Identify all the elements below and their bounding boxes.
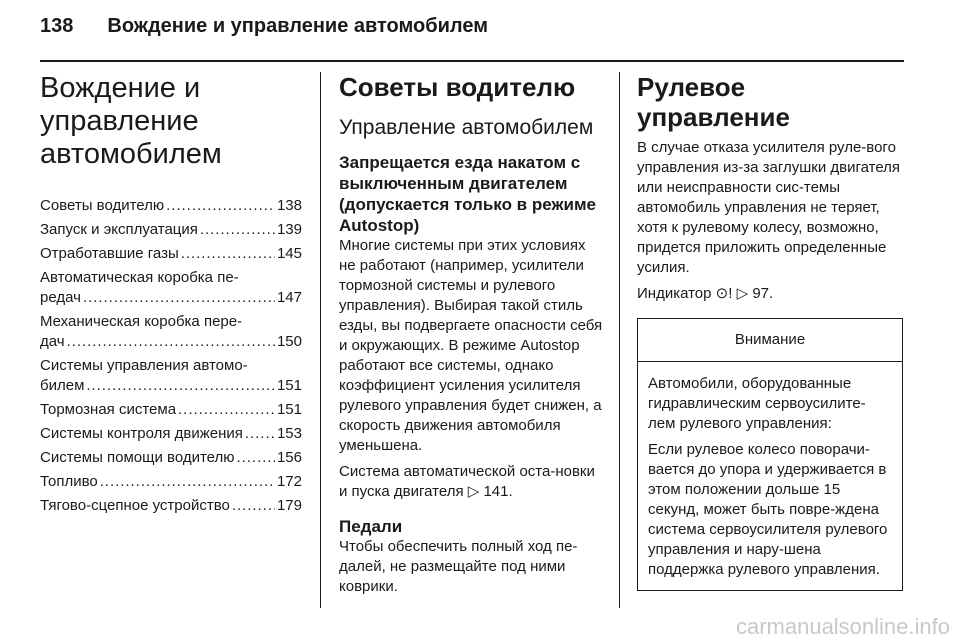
toc-entry-label: Автоматическая коробка пе- [40, 269, 239, 286]
toc-entry-label: Запуск и эксплуатация [40, 221, 198, 238]
steering-text: В случае отказа усилителя руле-вого управления из-за заглушки двигателя или неисправности сис-темы автомобиль управления не теряет, хотя к рулевому колесу, возможно, придется приложить определенные усилия. [637, 139, 901, 276]
running-title: Вождение и управление автомобилем [107, 14, 488, 37]
warning-title: Внимание [638, 319, 902, 362]
steering-title: Рулевое управление [637, 72, 790, 132]
toc-leader-dots [178, 400, 275, 420]
toc-entry[interactable] [40, 196, 302, 216]
indicator-label: Индикатор [637, 285, 712, 302]
warning-paragraph-1: Автомобили, оборудованные гидравлическим сервоусилите-лем рулевого управления: [648, 375, 866, 432]
toc-entry-label: Тягово-сцепное устройство [40, 497, 230, 514]
toc-leader-dots [232, 496, 275, 516]
table-of-contents [40, 196, 302, 516]
toc-entry[interactable] [40, 448, 302, 468]
coasting-text: Многие системы при этих условиях не работают (например, усилители тормозной системы и рулевого управления). Выбирая такой стиль езды, вы подвергаете опасности себя и окружающих. В режиме Autostop работают все системы, однако коэффициент усиления усилителя рулевого управления будет снижен, а скорость движения автомобиля уменьшена. [339, 237, 603, 454]
watermark: carmanualsonline.info [735, 614, 950, 639]
toc-entry-label: дач [40, 333, 65, 350]
toc-page-number[interactable]: 153 [276, 425, 302, 442]
toc-page-number[interactable]: 145 [276, 245, 302, 262]
warning-body [638, 362, 902, 590]
warning-box [637, 318, 903, 591]
toc-page-number[interactable]: 151 [276, 377, 302, 394]
subsection-title: Управление автомобилем [339, 116, 594, 139]
indicator-paragraph [637, 284, 903, 304]
steering-column [637, 72, 903, 591]
toc-entry-label: редач [40, 289, 81, 306]
toc-leader-dots [83, 288, 275, 308]
pedals-heading: Педали [339, 517, 403, 536]
toc-page-number[interactable]: 172 [276, 473, 302, 490]
toc-entry-label: Механическая коробка пере- [40, 313, 243, 330]
toc-entry[interactable] [40, 220, 302, 240]
toc-entry-label: Системы управления автомо- [40, 357, 248, 374]
toc-entry[interactable] [40, 400, 302, 420]
toc-page-number[interactable]: 139 [276, 221, 302, 238]
toc-entry-label: Советы водителю [40, 197, 165, 214]
autostop-text: Система автоматической оста-новки и пуска двигателя [339, 463, 595, 500]
toc-entry-label: Системы помощи водителю [40, 449, 235, 466]
toc-entry[interactable] [40, 244, 302, 264]
toc-leader-dots [237, 448, 275, 468]
section-title: Советы водителю [339, 72, 576, 102]
toc-entry[interactable] [40, 472, 302, 492]
page-number: 138 [40, 14, 74, 37]
toc-entry-label: Системы контроля движения [40, 425, 243, 442]
toc-entry[interactable] [40, 356, 302, 396]
toc-entry[interactable] [40, 496, 302, 516]
toc-page-number[interactable]: 151 [276, 401, 302, 418]
toc-entry-label: Отработавшие газы [40, 245, 179, 262]
autostop-page-link[interactable]: 141. [483, 483, 513, 500]
arrow-reference-icon[interactable]: ▷ [467, 483, 480, 500]
chapter-column [40, 72, 302, 520]
toc-entry-label: билем [40, 377, 85, 394]
toc-entry-label: Тормозная система [40, 401, 177, 418]
toc-entry-label: Топливо [40, 473, 98, 490]
autostop-paragraph [339, 462, 604, 502]
toc-leader-dots [100, 472, 275, 492]
toc-leader-dots [166, 196, 275, 216]
toc-page-number[interactable]: 147 [276, 289, 302, 306]
toc-page-number[interactable]: 138 [276, 197, 302, 214]
driving-tips-column [339, 72, 604, 597]
toc-entry[interactable] [40, 312, 302, 352]
toc-page-number[interactable]: 150 [276, 333, 302, 350]
toc-leader-dots [245, 424, 275, 444]
header-rule [40, 60, 904, 62]
toc-leader-dots [86, 376, 275, 396]
toc-page-number[interactable]: 156 [276, 449, 302, 466]
column-divider-left [320, 72, 321, 608]
column-divider-right [619, 72, 620, 608]
toc-entry[interactable] [40, 424, 302, 444]
indicator-page-link[interactable]: 97. [752, 285, 774, 302]
pedals-text: Чтобы обеспечить полный ход пе-далей, не размещайте под ними коврики. [339, 538, 578, 595]
toc-leader-dots [181, 244, 275, 264]
warning-paragraph-2: Если рулевое колесо поворачи-вается до упора и удерживается в этом положении дольше 15 секунд, может быть повре-ждена система сервоусилителя рулевого управления и нару-шена поддержка рулевого управления. [648, 441, 888, 578]
toc-leader-dots [200, 220, 275, 240]
toc-entry[interactable] [40, 268, 302, 308]
toc-leader-dots [67, 332, 275, 352]
toc-page-number[interactable]: 179 [276, 497, 302, 514]
chapter-title: Вождение и управление автомобилем [40, 72, 222, 170]
page-header [40, 4, 488, 48]
arrow-reference-icon[interactable]: ▷ [736, 285, 749, 302]
steering-warning-icon: ⊙! [715, 285, 733, 302]
coasting-heading: Запрещается езда накатом с выключенным двигателем (допускается только в режиме Autostop) [339, 153, 597, 235]
